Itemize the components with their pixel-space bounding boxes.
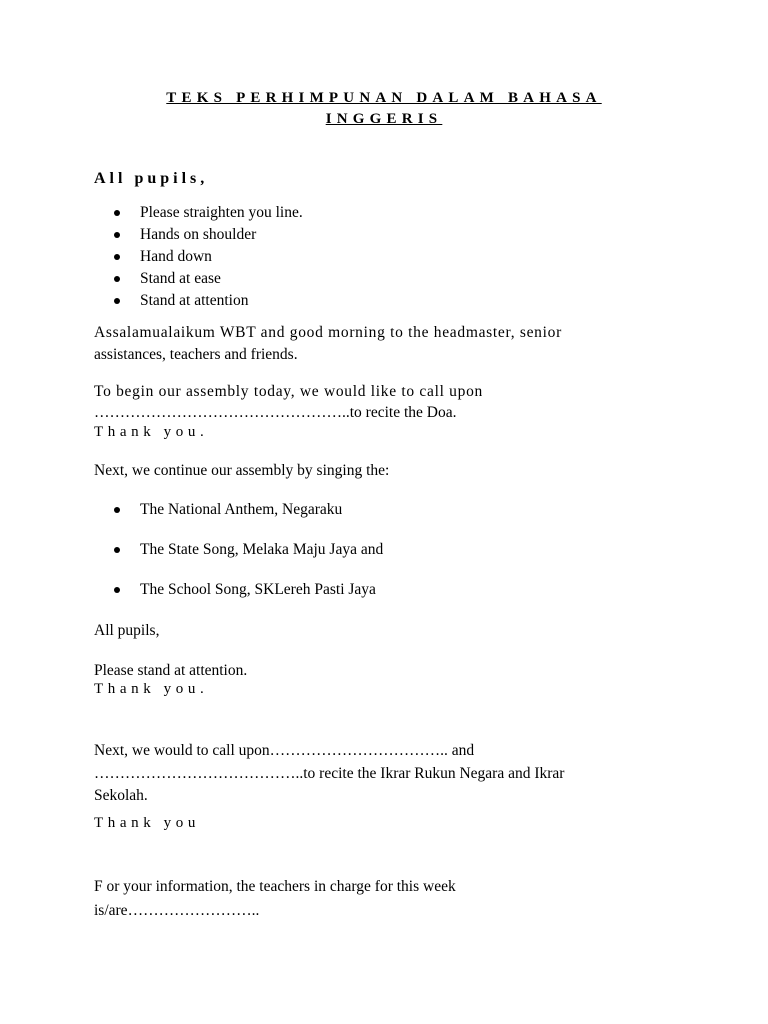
- command-text: Stand at ease: [140, 270, 221, 287]
- list-item: [110, 499, 383, 521]
- document-title-line-2: INGGERIS: [325, 111, 443, 127]
- thank-you-2: Thank you.: [94, 681, 209, 697]
- doa-line-1: To begin our assembly today, we would like to call upon: [94, 383, 483, 400]
- command-text: Hands on shoulder: [140, 226, 257, 243]
- list-item: [110, 268, 303, 290]
- bullet-icon: [114, 210, 120, 216]
- command-list: [110, 202, 303, 312]
- command-text: Please straighten you line.: [140, 204, 303, 221]
- info-line-1: F or your information, the teachers in charge for this week: [94, 878, 456, 895]
- bullet-icon: [114, 298, 120, 304]
- doa-line-2: …………………………………………..to recite the Doa.: [94, 404, 457, 421]
- bullet-icon: [114, 507, 120, 513]
- song-text: The State Song, Melaka Maju Jaya and: [140, 541, 384, 558]
- command-text: Hand down: [140, 248, 212, 265]
- ikrar-line-1: Next, we would to call upon…………………………….. and: [94, 742, 475, 759]
- bullet-icon: [114, 254, 120, 260]
- list-item: [110, 202, 303, 224]
- command-text: Stand at attention: [140, 292, 249, 309]
- salam-line-1: Assalamualaikum WBT and good morning to the headmaster, senior: [94, 324, 562, 341]
- song-text: The National Anthem, Negaraku: [140, 501, 343, 518]
- thank-you-3: Thank you: [94, 815, 200, 831]
- songs-intro: Next, we continue our assembly by singing the:: [94, 462, 390, 479]
- list-item: [110, 290, 303, 312]
- song-text: The School Song, SKLereh Pasti Jaya: [140, 581, 376, 598]
- bullet-icon: [114, 276, 120, 282]
- bullet-icon: [114, 587, 120, 593]
- bullet-icon: [114, 232, 120, 238]
- info-line-2: is/are……………………..: [94, 902, 260, 919]
- bullet-icon: [114, 547, 120, 553]
- salam-line-2: assistances, teachers and friends.: [94, 346, 298, 363]
- ikrar-line-2: …………………………………..to recite the Ikrar Rukun Negara and Ikrar: [94, 765, 565, 782]
- list-item: [110, 539, 383, 561]
- ikrar-line-3: Sekolah.: [94, 787, 148, 804]
- song-list: [110, 499, 383, 619]
- attention-line: Please stand at attention.: [94, 662, 248, 679]
- greeting-all-pupils-2: All pupils,: [94, 622, 160, 639]
- list-item: [110, 246, 303, 268]
- document-title-line-1: TEKS PERHIMPUNAN DALAM BAHASA: [166, 90, 602, 106]
- list-item: [110, 579, 383, 601]
- list-item: [110, 224, 303, 246]
- thank-you-1: Thank you.: [94, 424, 209, 440]
- greeting-all-pupils: All pupils,: [94, 170, 209, 187]
